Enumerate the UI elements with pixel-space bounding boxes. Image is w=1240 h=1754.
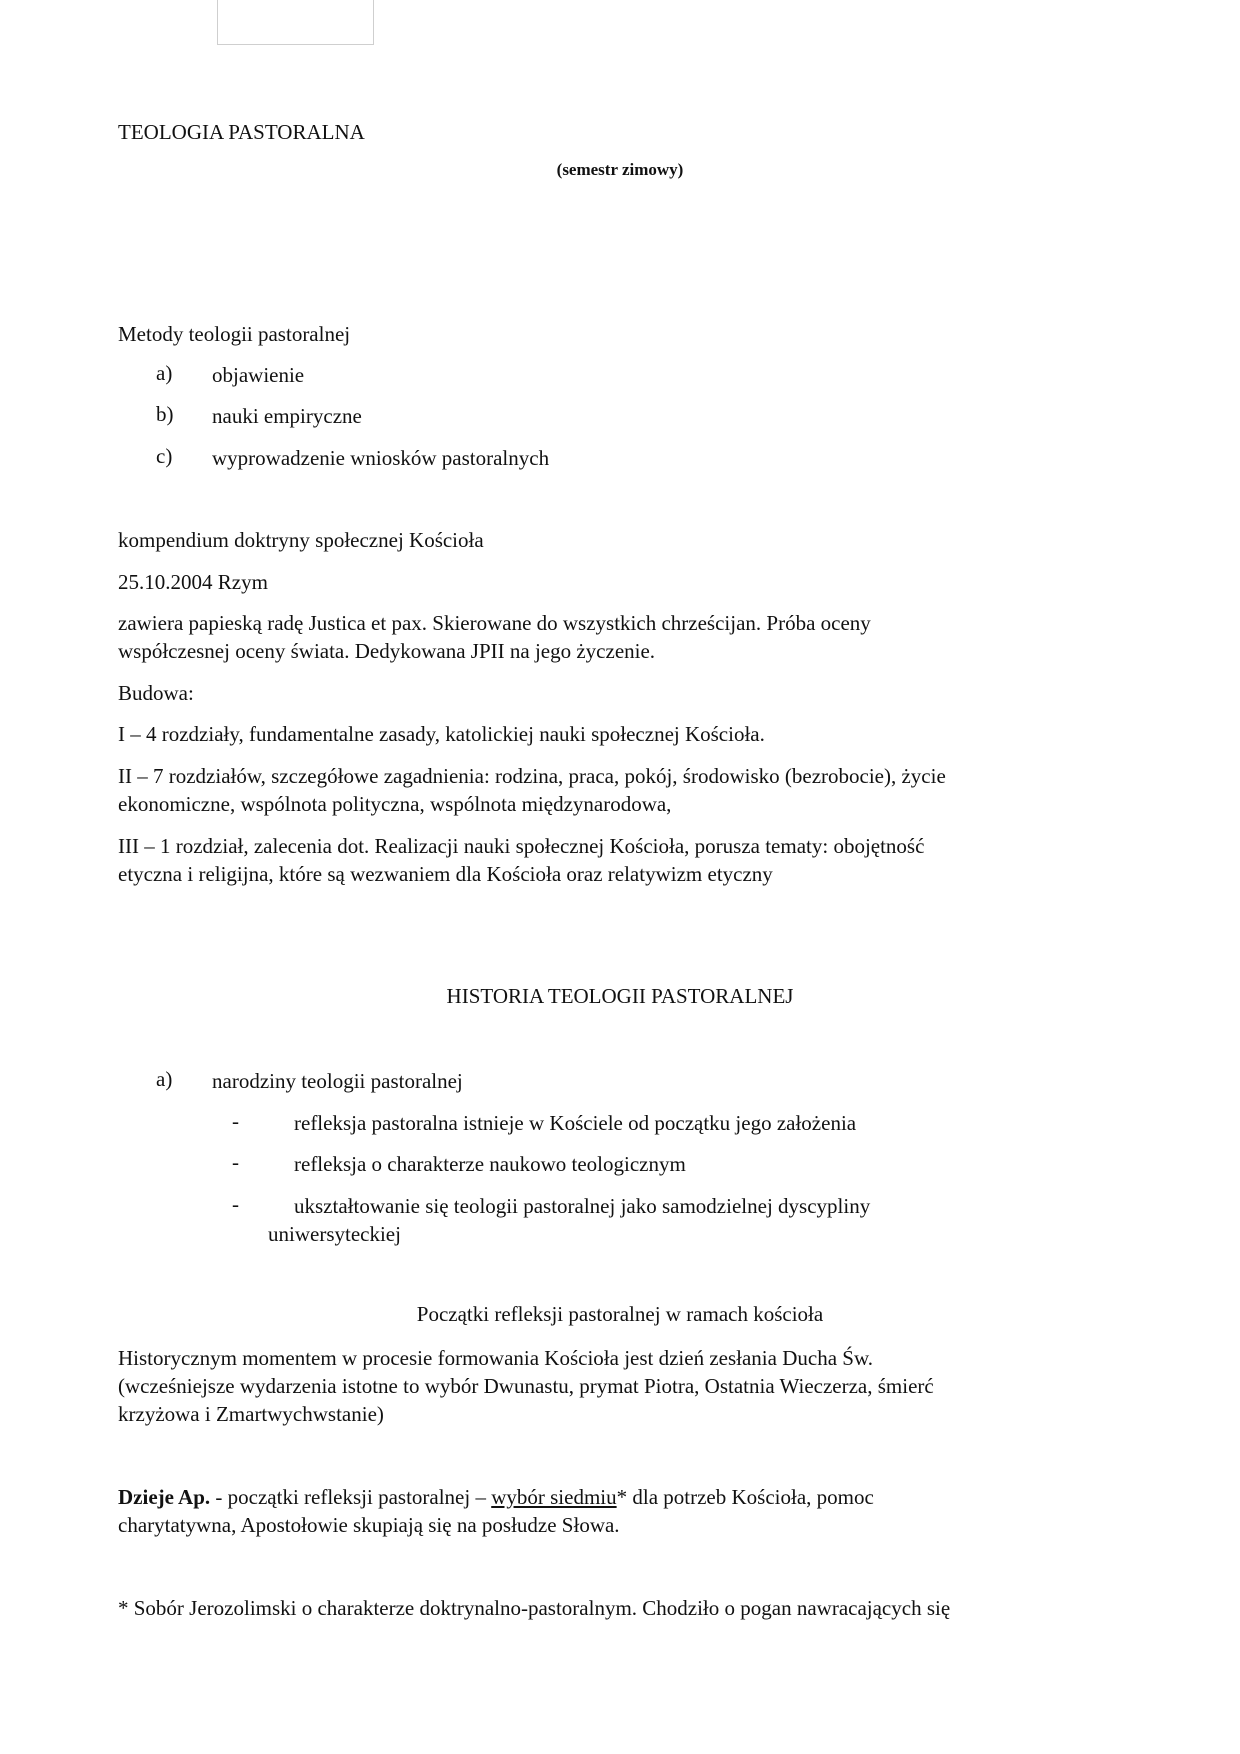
methods-heading: Metody teologii pastoralnej bbox=[118, 322, 351, 346]
section-heading bbox=[0, 984, 1240, 1009]
structure-part: etyczna i religijna, które są wezwaniem dla Kościoła oraz relatywizm etyczny bbox=[118, 862, 773, 886]
compendium-line: kompendium doktryny społecznej Kościoła bbox=[118, 528, 484, 552]
bullet-item: refleksja pastoralna istnieje w Kościele od początku jego założenia bbox=[294, 1111, 857, 1135]
structure-part: ekonomiczne, wspólnota polityczna, wspólnota międzynarodowa, bbox=[118, 792, 672, 816]
bullet-marker: - bbox=[232, 1192, 239, 1216]
section-heading-text: HISTORIA TEOLOGII PASTORALNEJ bbox=[446, 984, 794, 1008]
paragraph-line: krzyżowa i Zmartwychwstanie) bbox=[118, 1402, 384, 1426]
structure-part: III – 1 rozdział, zalecenia dot. Realizacji nauki społecznej Kościoła, porusza tematy: obojętność bbox=[118, 834, 925, 858]
document-title: TEOLOGIA PASTORALNA bbox=[118, 120, 365, 144]
list-marker: a) bbox=[156, 361, 173, 385]
list-marker: a) bbox=[156, 1067, 173, 1091]
paragraph-line: zawiera papieską radę Justica et pax. Skierowane do wszystkich chrześcijan. Próba oceny bbox=[118, 611, 871, 635]
paragraph-line: (wcześniejsze wydarzenia istotne to wybór Dwunastu, prymat Piotra, Ostatnia Wieczerza, śmierć bbox=[118, 1374, 934, 1398]
structure-part: II – 7 rozdziałów, szczegółowe zagadnienia: rodzina, praca, pokój, środowisko (bezrobocie), życie bbox=[118, 764, 946, 788]
list-item: objawienie bbox=[212, 363, 305, 387]
list-marker: c) bbox=[156, 444, 173, 468]
list-item: wyprowadzenie wniosków pastoralnych bbox=[212, 446, 550, 470]
acts-paragraph-line bbox=[118, 1483, 874, 1511]
bullet-item: refleksja o charakterze naukowo teologicznym bbox=[294, 1152, 686, 1176]
bullet-marker: - bbox=[232, 1150, 239, 1174]
subsection-heading-text: Początki refleksji pastoralnej w ramach kościoła bbox=[416, 1302, 824, 1326]
structure-part: I – 4 rozdziały, fundamentalne zasady, katolickiej nauki społecznej Kościoła. bbox=[118, 722, 765, 746]
header-placeholder-box bbox=[217, 0, 374, 45]
compendium-date: 25.10.2004 Rzym bbox=[118, 570, 268, 594]
acts-text: - początki refleksji pastoralnej – bbox=[210, 1485, 492, 1509]
list-item: narodziny teologii pastoralnej bbox=[212, 1069, 463, 1093]
paragraph-line: Historycznym momentem w procesie formowania Kościoła jest dzień zesłania Ducha Św. bbox=[118, 1346, 873, 1370]
acts-text: * dla potrzeb Kościoła, pomoc bbox=[616, 1485, 874, 1509]
acts-bold-lead: Dzieje Ap. bbox=[118, 1485, 211, 1509]
bullet-item: ukształtowanie się teologii pastoralnej jako samodzielnej dyscypliny bbox=[294, 1194, 871, 1218]
footnote-line: * Sobór Jerozolimski o charakterze doktrynalno-pastoralnym. Chodziło o pogan nawracających się bbox=[118, 1596, 951, 1620]
acts-paragraph-line: charytatywna, Apostołowie skupiają się na posłudze Słowa. bbox=[118, 1513, 620, 1537]
list-marker: b) bbox=[156, 402, 174, 426]
structure-label: Budowa: bbox=[118, 681, 194, 705]
acts-underlined-text: wybór siedmiu bbox=[491, 1485, 617, 1509]
subsection-heading bbox=[0, 1302, 1240, 1327]
bullet-item-continuation: uniwersyteckiej bbox=[268, 1222, 401, 1246]
document-subtitle: (semestr zimowy) bbox=[556, 160, 684, 179]
bullet-marker: - bbox=[232, 1109, 239, 1133]
list-item: nauki empiryczne bbox=[212, 404, 362, 428]
paragraph-line: współczesnej oceny świata. Dedykowana JPII na jego życzenie. bbox=[118, 639, 656, 663]
